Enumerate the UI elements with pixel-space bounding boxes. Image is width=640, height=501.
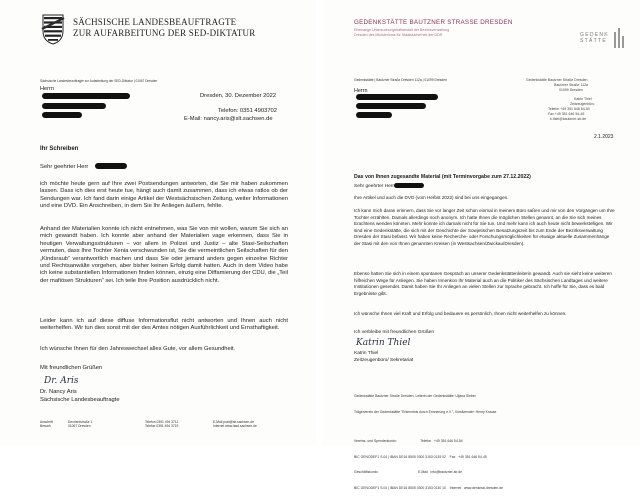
letter-date: Dresden, 30. Dezember 2022	[200, 93, 277, 99]
footer-line: Gedenkstätte Bautzner Straße Dresden, Leiterin der Gedenkstätte: Uljana Sieber	[354, 394, 476, 399]
letter-landesbeauftragte	[0, 0, 316, 446]
letter-gedenkstaette	[322, 0, 640, 490]
contact-phone: Telefon: 0351 4903702	[218, 108, 277, 114]
body-paragraph-2: Anhand der Materialien konnte ich nicht entnehmen, was Sie von mir wollen, warum Sie sich an mich gewandt haben. Ich konnte aber anhand der Materialien vage erkennen, dass Sie in heutigen Verwaltungsstrukturen – vor allem in Polizei und Justiz – alte Stasi-Seilschaften vermuten, dass Ihre Tochter Xenia verschwunden ist, Sie die vermeintlichen Seilschaften für den „Kindsraub“ verantwortlich machen und dass Sie oder jemand anders gegen einzelne Richter und Rechtsanwälte vorgehen, aber bisher keinen Erfolg damit hatten. Auch in dem Video habe ich keine substantiellen Informationen finden können, einzig eine Diffamierung der CDU, die „Teil der mafiösen Strukturen“ sei. Ich teile Ihre Position ausdrücklich nicht.	[40, 226, 288, 284]
letter-subject: Das von Ihnen zugesandte Material (mit Terminvorgabe zum 27.12.2022)	[354, 174, 531, 180]
body-paragraph-1: Ihre Artikel und auch die DVD (vom Herbst 2022) sind bei uns eingegangen.	[354, 195, 509, 200]
body-paragraph-2: Ich kann mich daran erinnern, dass Sie vor langer Zeit schon einmal in meinem Büro saßen und mir von den Vorgängen um Ihre Tochter erzählten. Damals allerdings noch anonym. Ich hatte Ihnen die möglichen Stellen genannt, an die Sie sich meines Erachtens wenden könnten. Mehr konnte ich damals nicht für Sie tun. Und mehr kann ich auch heute nicht bewerkstelligen. Wir sind eine Gedenkstätte, die sich mit der Geschichte der Sowjetischen Besatzungszeit bis zum Ende der Bezirksverwaltung Dresden der Stasi befasst. Wir haben keine Recherche- oder Forschungsmöglichkeiten für etwaige aktuelle Zusammenhänge der Stasi mit den von Ihnen genannten Kreisen (in Westsachsen/Zwickau/Dresden).	[354, 208, 615, 246]
handwritten-signature: Dr. Aris	[44, 376, 79, 386]
greeting: Sehr geehrter Herr	[40, 164, 89, 170]
logo-bars-icon	[614, 28, 624, 48]
body-paragraph-4: Ich wünsche Ihnen für den Jahreswechsel alles Gute, vor allem Gesundheit.	[40, 346, 236, 352]
footer-col-1	[40, 420, 53, 429]
footer-address: Devrientstraße 1	[68, 420, 93, 424]
redacted-greeting-name	[95, 163, 127, 169]
footer-col-4	[213, 420, 257, 429]
address-line: Bautzner Straße 112a	[554, 83, 588, 87]
footer-fax: Telefax 0351 494 3719	[145, 424, 179, 429]
footer-line: Trägerverein der Gedenkstätte "Erkenntnis durch Erinnerung e.V.", Vorsitzender: Henry Krause	[354, 410, 497, 415]
logo-line-1: GEDENK	[580, 32, 609, 38]
org-name-line-1: SÄCHSISCHE LANDESBEAUFTRAGTE	[73, 17, 237, 27]
org-subtitle-line-1: Ehemalige Untersuchungshaftanstalt der Bezirksverwaltung	[354, 28, 450, 32]
closing: Ich verbleibe mit freundlichen Grüßen	[354, 330, 434, 335]
recipient-salutation: Herrn	[354, 88, 368, 94]
address-line: Gedenkstätte Bautzner Straße Dresden	[526, 78, 588, 82]
body-paragraph-3: Ebenso hatten Sie sich in einem spontanen Gespräch an unserer Gedenkstättenleiterin gewandt. Auch sie sieht keine weiteren hilfreichen Wege für Anliegen. Sie haben Innenkon Ihr Material auch an die Politiker des Sächsischen Landtages und weitere Institutionen gesendet. Damit haben Sie Ihr Anliegen an vielen Stellen zur Sprache gebracht. Ich hoffe für Sie, dass es bald Ergebnisse gibt.	[354, 271, 612, 296]
address-line: Zeitzeugenbüro	[570, 102, 595, 106]
footer-label: Anschrift	[40, 420, 53, 424]
redacted-greeting-name	[394, 183, 424, 188]
footer-line: BIC GENODEF1 S.04 | IBAN DE16 8505 0300 3153 0130 10 Internet www.denkmal-dresden.de	[354, 485, 504, 490]
org-subtitle-line-2: Dresden des Ministeriums für Staatssicherheit der DDR	[354, 32, 443, 37]
address-line: Katrin Thiel	[574, 97, 592, 101]
redacted-recipient-city	[356, 112, 392, 118]
contact-email: E-Mail: nancy.aris@slt.sachsen.de	[184, 116, 273, 122]
redacted-recipient-name	[356, 94, 438, 100]
recipient-salutation: Herrn	[40, 86, 54, 92]
org-name	[73, 17, 255, 38]
footer-line: Geschäftskonto: E-Mail info@bautzner-str.de	[354, 470, 463, 475]
letter-date: 2.1.2023	[594, 134, 614, 140]
redacted-recipient-city	[42, 112, 82, 118]
address-line: Telefon +49 351 646 54-54	[548, 107, 590, 111]
redacted-recipient-street	[42, 103, 106, 109]
footer-website: Internet www.lasd.sachsen.de	[213, 424, 257, 429]
footer-address: 01067 Dresden	[68, 424, 91, 429]
footer-email: E-Mail post@slt.sachsen.de	[213, 420, 254, 424]
address-line: Fax +49 351 646 54-45	[548, 112, 585, 116]
address-line: k.thiel@bautzner-str.de	[550, 117, 587, 121]
handwritten-signature: Katrin Thiel	[356, 338, 411, 348]
footer-col-3	[145, 420, 178, 429]
redacted-recipient-name	[42, 93, 130, 99]
signer-title: Sächsische Landesbeauftragte	[40, 397, 120, 403]
saxony-coat-of-arms-icon	[40, 13, 66, 45]
footer-line: BIC GENODEF1 S.04 | IBAN DE16 8505 0300 3153 0135 02 Fax +49 351 646 54-45	[354, 454, 487, 459]
signer-title: Zeitzeugenbüro/ Sekretariat	[354, 358, 414, 363]
footer-col-2	[68, 420, 92, 429]
org-name-line-2: ZUR AUFARBEITUNG DER SED-DIKTATUR	[73, 27, 256, 38]
footer-label: Besuch	[40, 424, 51, 429]
redacted-recipient-street	[356, 103, 426, 109]
body-paragraph-1: ich möchte heute gern auf Ihre zwei Postsendungen antworten, die Sie mir haben zukommen lassen. Dass ich dies erst heute tue, hängt auch damit zusammen, dass ich etwas ratlos ob der Sendungen war. Ich fand darin einige Artikel der Westsächsischen Zeitung, weiter Informationen und eine DVD. Ein Anschreiben, in dem Sie Ihr Anliegen äußern, fehlte.	[40, 181, 288, 210]
footer-phone: Telefon 0351 494 3711	[145, 420, 179, 424]
gedenkstaette-logo	[580, 32, 609, 45]
footer-line: Vereins- und Spendenkonto: Telefon +49 351 646 54-54	[354, 439, 463, 444]
body-paragraph-3: Leider kann ich auf diese diffuse Informationsflut nicht antworten und Ihnen auch nicht weiterhelfen. Wir tun dies sonst mit der des Amtes nötigen Ausführlichkeit und Ernsthaftigkeit.	[40, 318, 288, 332]
address-line: 01099 Dresden	[559, 88, 583, 92]
logo-line-2: STÄTTE	[580, 38, 607, 45]
signer-name: Katrin Thiel	[354, 351, 379, 356]
sender-line: Sächsische Landesbeauftragte zur Aufarbeitung der SED-Diktatur | 01067 Dresden	[40, 79, 158, 83]
signer-name: Dr. Nancy Aris	[40, 389, 77, 395]
sender-line: Gedenkstätte | Bautzner Straße Dresden 112a | 01099 Dresden	[354, 78, 447, 82]
org-subtitle	[354, 28, 449, 37]
body-paragraph-4: Ich wünsche Ihnen viel Kraft und Erfolg und bedauere es persönlich, Ihnen nicht weiterhelfen zu können.	[354, 311, 567, 316]
letter-subject: Ihr Schreiben	[40, 146, 79, 152]
org-name: GEDENKSTÄTTE BAUTZNER STRASSE DRESDEN	[354, 19, 513, 26]
closing: Mit freundlichen Grüßen	[40, 365, 103, 371]
letter-footer	[354, 384, 503, 501]
greeting: Sehr geehrter Herr	[354, 184, 394, 189]
sender-address-block	[526, 78, 594, 122]
